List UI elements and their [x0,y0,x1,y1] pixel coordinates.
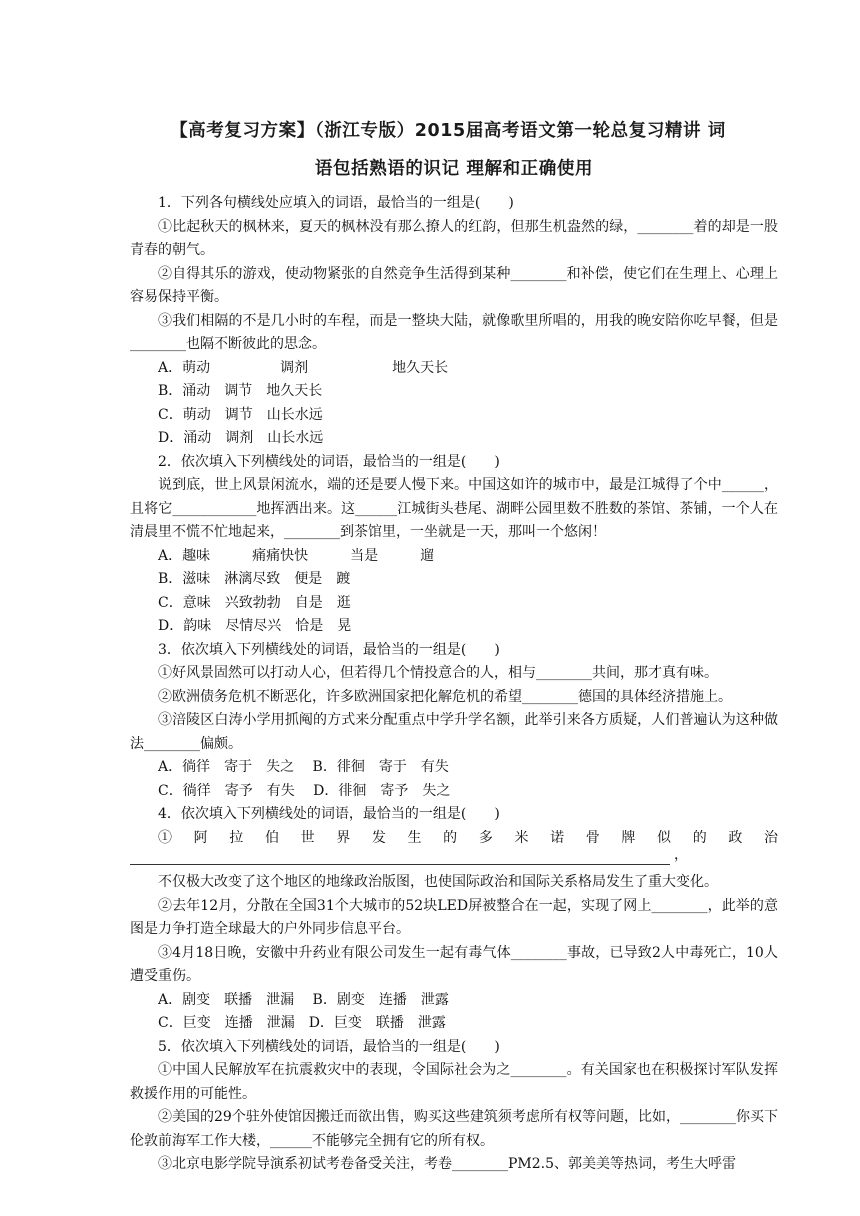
question-4-sentence-1-comma: ， [674,847,688,863]
document-body [130,192,778,1177]
question-1-sentence-3: ③我们相隔的不是几小时的车程，而是一整块大陆，就像歌里所唱的，用我的晚安陪你吃早餐，但是________也隔不断彼此的思念。 [130,312,778,352]
document-page [130,112,778,1177]
document-title [130,112,778,188]
question-1-stem: 1．下列各句横线处应填入的词语，最恰当的一组是( ) [158,195,514,211]
fill-in-blank-line [130,847,688,865]
question-3-sentence-1: ①好风景固然可以打动人心，但若得几个情投意合的人，相与________共间，那才真有味。 [158,665,718,681]
question-5-sentence-1: ①中国人民解放军在抗震救灾中的表现，令国际社会为之________。有关国家也在积极探讨军队发挥救援作用的可能性。 [130,1062,778,1102]
question-2-option-d: D．韵味 尽情尽兴 恰是 晃 [158,618,352,634]
question-5-sentence-2: ②美国的29个驻外使馆因搬迁而欲出售，购买这些建筑须考虑所有权等问题，比如，________你买下伦敦前海军工作大楼，______不能够完全拥有它的所有权。 [130,1109,778,1149]
question-3-sentence-3: ③涪陵区白涛小学用抓阄的方式来分配重点中学升学名额，此举引来各方质疑，人们普遍认为这种做法________偏颇。 [130,712,778,752]
question-1-option-a: A．萌动 调剂 地久天长 [158,359,449,376]
question-2-passage: 说到底，世上风景闲流水，端的还是要人慢下来。中国这如许的城市中，最是江城得了个中______，且将它____________地挥洒出来。这______江城街头巷尾、湖畔公园里数不胜数的茶馆、茶铺，一个人在清晨里不慌不忙地起来，________到茶馆里，一坐就是一天，那叫一个悠闲！ [130,477,778,540]
question-4-sentence-3: ③4月18日晚，安徽中升药业有限公司发生一起有毒气体________事故，已导致2人中毒死亡，10人遭受重伤。 [130,944,778,984]
title-line-2: 语包括熟语的识记 理解和正确使用 [314,159,594,179]
question-4-stem: 4．依次填入下列横线处的词语，最恰当的一组是( ) [158,806,500,822]
question-5-sentence-3: ③北京电影学院导演系初试考卷备受关注，考卷________PM2.5、郭美美等热词，考生大呼雷 [158,1156,737,1172]
question-5-stem: 5．依次填入下列横线处的词语，最恰当的一组是( ) [158,1038,500,1055]
question-4-sentence-1-head: ①阿拉伯世界发生的多米诺骨牌似的政治 [158,829,778,846]
question-1-sentence-2: ②自得其乐的游戏，使动物紧张的自然竞争生活得到某种________和补偿，使它们在生理上、心理上容易保持平衡。 [130,265,778,305]
question-3-stem: 3．依次填入下列横线处的词语，最恰当的一组是( ) [158,641,500,658]
question-3-sentence-2: ②欧洲债务危机不断恶化，许多欧洲国家把化解危机的希望________德国的具体经济措施上。 [158,688,732,705]
question-1-sentence-1: ①比起秋天的枫林来，夏天的枫林没有那么撩人的红韵，但那生机盎然的绿，________着的却是一股青春的朝气。 [130,218,778,258]
question-2-option-b: B．滋味 淋漓尽致 便是 踱 [158,571,351,587]
question-4-options-cd: C．巨变 连播 泄漏 D．巨变 联播 泄露 [158,1015,446,1031]
question-1-option-b: B．涌动 调节 地久天长 [158,383,323,399]
question-2-option-a: A．趣味 痛痛快快 当是 遛 [158,547,435,564]
question-4-sentence-2: ②去年12月，分散在全国31个大城市的52块LED屏被整合在一起，实现了网上________，此举的意图是力争打造全球最大的户外同步信息平台。 [130,897,778,937]
title-line-1: 【高考复习方案】（浙江专版）2015届高考语文第一轮总复习精讲 词 [170,121,726,141]
question-3-options-cd: C．徜徉 寄予 有失 D．徘徊 寄予 失之 [158,782,451,799]
question-3-options-ab: A．徜徉 寄于 失之 B．徘徊 寄于 有失 [158,759,449,775]
question-2-option-c: C．意味 兴致勃勃 自是 逛 [158,594,351,611]
question-4-sentence-1-rest: 不仅极大改变了这个地区的地缘政治版图，也使国际政治和国际关系格局发生了重大变化。 [158,874,718,890]
question-1-option-c: C．萌动 调节 山长水远 [158,406,323,423]
question-2-stem: 2．依次填入下列横线处的词语，最恰当的一组是( ) [158,453,500,470]
question-1-option-d: D．涌动 调剂 山长水远 [158,430,324,446]
question-4-options-ab: A．剧变 联播 泄漏 B．剧变 连播 泄露 [158,991,449,1008]
